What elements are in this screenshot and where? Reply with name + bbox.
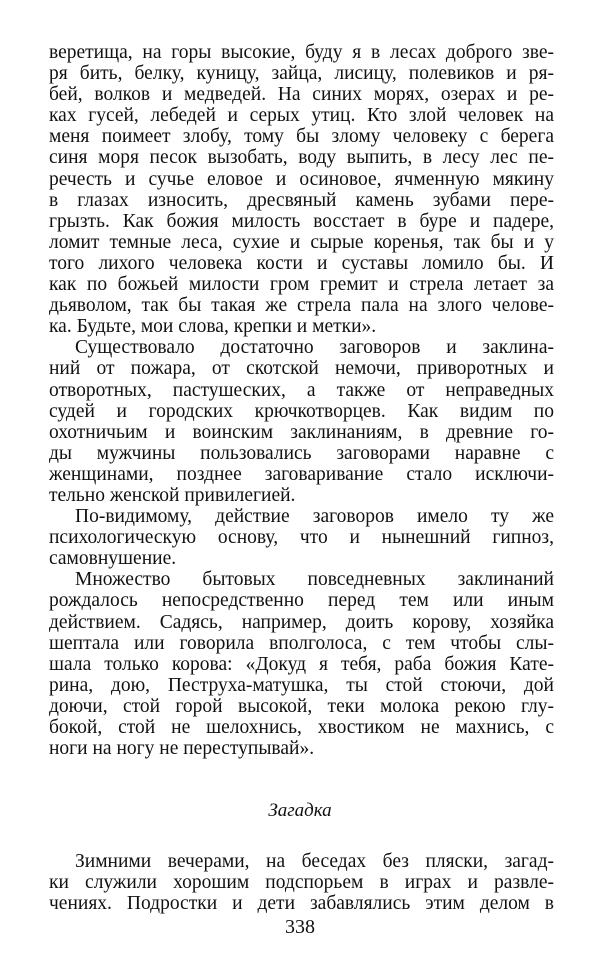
text-line: как по божьей милости гром гремит и стрела летает за — [49, 274, 554, 296]
section-text — [49, 851, 554, 914]
text-line: шала только корова: «Докуд я тебя, раба божия Кате- — [49, 653, 554, 675]
text-line: ки служили хорошим подспорьем в играх и развле- — [49, 872, 554, 894]
text-line: рождалось непосредственно перед тем или иным — [49, 590, 554, 612]
main-text — [49, 42, 554, 759]
text-line: отворотных, пастушеских, а также от неправедных — [49, 379, 554, 401]
text-line: ря бить, белку, куницу, зайца, лисицу, полевиков и ря- — [49, 63, 554, 85]
text-line: По-видимому, действие заговоров имело ту же — [75, 506, 554, 528]
text-line: судей и городских крючкотворцев. Как видим по — [49, 400, 554, 422]
text-line: ды мужчины пользовались заговорами наравне с — [49, 442, 554, 464]
text-line: ка. Будьте, мои слова, крепки и метки». — [49, 316, 377, 338]
text-line: в глазах износить, дресвяный камень зубами пере- — [49, 189, 554, 211]
text-line: речесть и сучье еловое и осиновое, ячменную мякину — [49, 168, 554, 190]
text-line: ний от пожара, от скотской немочи, приворотных и — [49, 358, 554, 380]
text-line: действием. Садясь, например, доить корову, хозяйка — [49, 611, 554, 633]
text-line: тельно женской привилегией. — [49, 484, 296, 506]
text-line: того лихого человека кости и суставы ломило бы. И — [49, 252, 554, 274]
text-line: Существовало достаточно заговоров и заклина- — [75, 337, 554, 359]
text-line: ноги на ногу не переступывай». — [49, 738, 315, 760]
text-line: синя моря песок вызобать, воду выпить, в лесу лес пе- — [49, 147, 554, 169]
text-line: шептала или говорила вполголоса, с тем чтобы слы- — [49, 632, 554, 654]
text-line: бокой, стой не шелохнись, хвостиком не махнись, с — [49, 717, 554, 738]
text-line: доючи, стой горой высокой, теки молока рекою глу- — [49, 695, 554, 717]
text-line: охотничьим и воинским заклинаниям, в древние го- — [49, 421, 554, 443]
text-line: дьяволом, так бы такая же стрела пала на злого челове- — [49, 295, 554, 317]
text-line: грызть. Как божия милость восстает в буре и падере, — [49, 210, 554, 232]
text-line: меня поимеет злобу, тому бы злому человеку с берега — [49, 126, 554, 148]
text-line: Множество бытовых повседневных заклинаний — [75, 569, 554, 591]
text-line: Зимними вечерами, на беседах без пляски, загад- — [75, 851, 554, 872]
text-line: самовнушение. — [49, 548, 177, 570]
text-line: бей, волков и медведей. На синих морях, озерах и ре- — [49, 84, 554, 106]
text-line: ломит темные леса, сухие и сырые коренья, так бы и у — [49, 231, 554, 253]
section-heading: Загадка — [268, 800, 332, 821]
text-line: ках гусей, лебедей и серых утиц. Кто злой человек на — [49, 105, 554, 127]
text-line: женщинами, позднее заговаривание стало исключи- — [49, 463, 554, 485]
text-line: чениях. Подростки и дети забавлялись этим делом в — [49, 893, 554, 915]
text-line: веретища, на горы высокие, буду я в лесах доброго зве- — [49, 42, 554, 63]
text-line: психологическую основу, что и нынешний гипноз, — [49, 527, 554, 549]
page-number: 338 — [285, 916, 315, 938]
text-line: рина, дою, Пеструха-матушка, ты стой стоючи, дой — [49, 674, 554, 696]
